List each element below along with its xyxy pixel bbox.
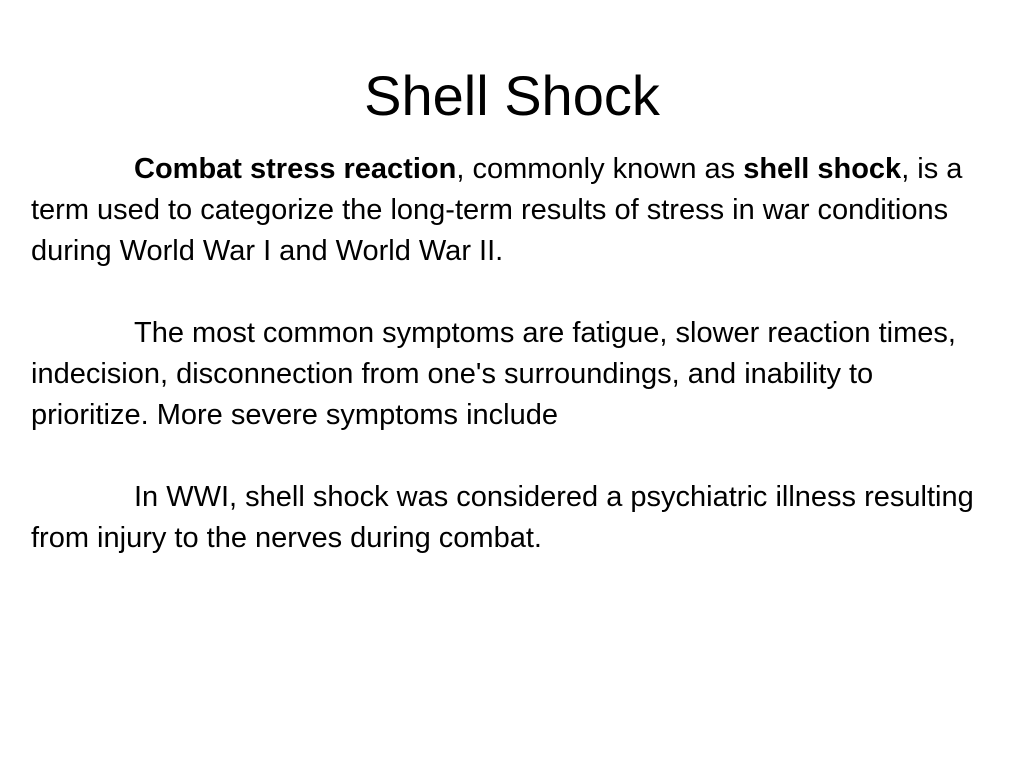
definition-text-b: , is a term used to categorize the long-term results of stress in war conditions during World War I and World War II. xyxy=(31,153,963,267)
paragraph-symptoms: The most common symptoms are fatigue, slower reaction times, indecision, disconnection from one's surroundings, and inability to prioritize. More severe symptoms include xyxy=(31,317,956,431)
paragraph-wwi: In WWI, shell shock was considered a psychiatric illness resulting from injury to the nerves during combat. xyxy=(31,481,974,554)
definition-text-a: , commonly known as xyxy=(456,153,744,185)
slide-body xyxy=(31,149,991,559)
term-combat-stress-reaction: Combat stress reaction xyxy=(134,153,457,185)
slide-title: Shell Shock xyxy=(364,64,660,127)
paragraph-spacer xyxy=(31,436,991,477)
term-shell-shock: shell shock xyxy=(743,153,902,185)
paragraph-definition xyxy=(31,149,991,272)
paragraph-spacer xyxy=(31,272,991,313)
